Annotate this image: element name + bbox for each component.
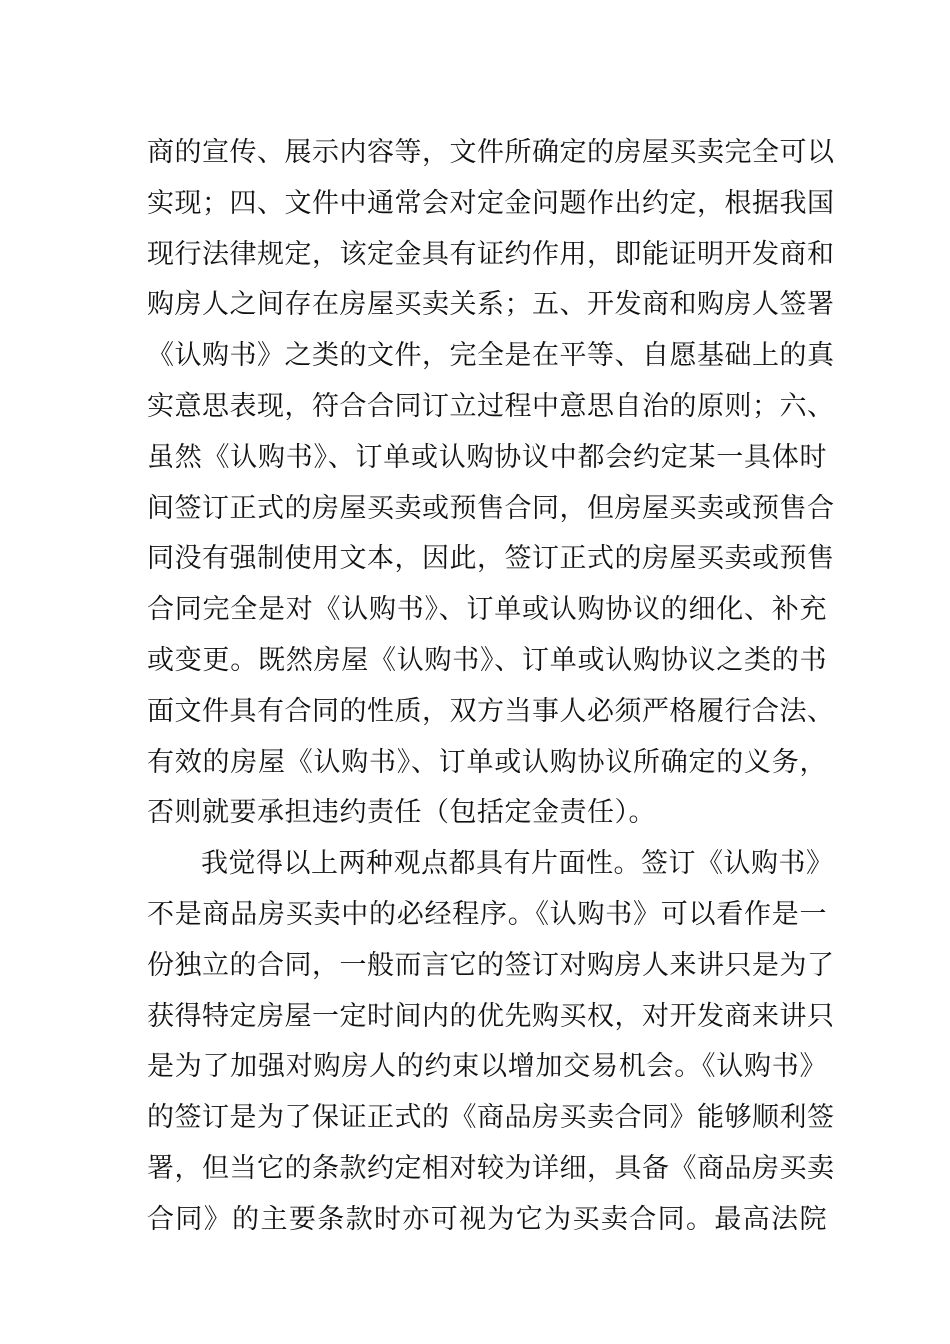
body-text [147,128,835,1246]
text-line: 是为了加强对购房人的约束以增加交易机会。《认购书》 [147,1051,827,1083]
text-line: 不是商品房买卖中的必经程序。《认购书》可以看作是一 [147,898,827,930]
text-line: 我觉得以上两种观点都具有片面性。签订《认购书》 [201,848,834,880]
text-line: 的签订是为了保证正式的《商品房买卖合同》能够顺利签 [147,1102,835,1134]
text-line: 虽然《认购书》、订单或认购协议中都会约定某一具体时 [147,441,827,473]
text-line: 实意思表现，符合合同订立过程中意思自治的原则；六、 [147,390,835,422]
text-line: 份独立的合同，一般而言它的签订对购房人来讲只是为了 [147,949,835,981]
text-line: 现行法律规定，该定金具有证约作用，即能证明开发商和 [147,238,835,270]
text-line: 署，但当它的条款约定相对较为详细，具备《商品房买卖 [147,1152,835,1184]
text-line: 合同完全是对《认购书》、订单或认购协议的细化、补充 [147,594,827,626]
text-line: 间签订正式的房屋买卖或预售合同，但房屋买卖或预售合 [147,492,835,524]
text-line: 有效的房屋《认购书》、订单或认购协议所确定的义务， [147,746,827,778]
text-line: 购房人之间存在房屋买卖关系；五、开发商和购房人签署 [147,289,835,321]
text-line: 或变更。既然房屋《认购书》、订单或认购协议之类的书 [147,644,827,676]
text-line: 商的宣传、展示内容等，文件所确定的房屋买卖完全可以 [147,137,835,168]
text-line: 《认购书》之类的文件，完全是在平等、自愿基础上的真 [147,340,835,372]
text-line: 同没有强制使用文本，因此，签订正式的房屋买卖或预售 [147,543,835,575]
text-line: 否则就要承担违约责任（包括定金责任）。 [147,797,656,829]
text-line: 获得特定房屋一定时间内的优先购买权，对开发商来讲只 [147,1000,835,1032]
text-line: 实现；四、文件中通常会对定金问题作出约定，根据我国 [147,187,835,219]
text-line: 合同》的主要条款时亦可视为它为买卖合同。最高法院 [147,1203,827,1235]
text-line: 面文件具有合同的性质，双方当事人必须严格履行合法、 [147,695,835,727]
